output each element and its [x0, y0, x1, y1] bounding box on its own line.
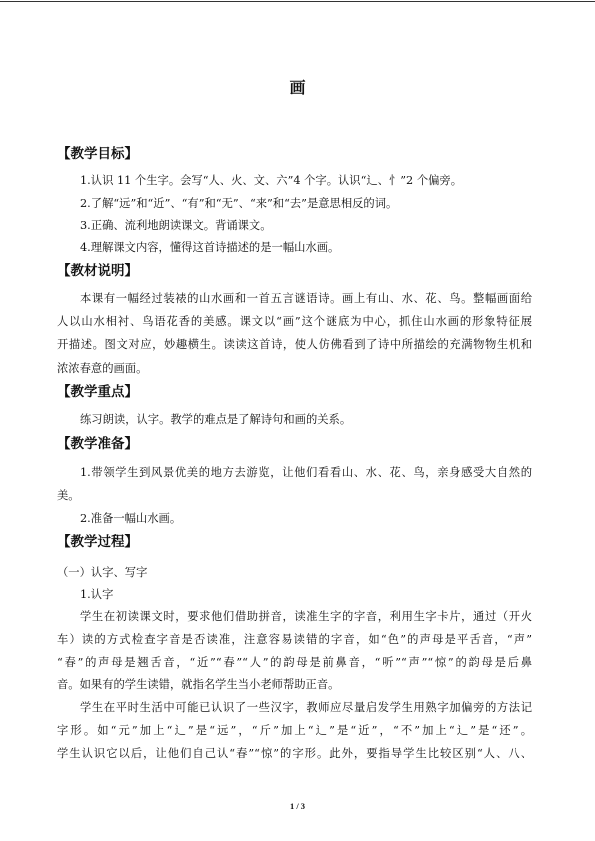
objective-item: 2.了解“远”和“近”、“有”和“无”、“来”和“去”是意思相反的词。 — [80, 197, 398, 210]
material-text-line: 开描述。图文对应，妙趣横生。读读这首诗，使人仿佛看到了诗中所描绘的充满物物生机和 — [57, 338, 532, 351]
header-rule — [0, 1, 595, 2]
process-text-line: “春”的声母是翘舌音，“近”“春”“人”的韵母是前鼻音，“听”“声”“惊”的韵母是后鼻 — [57, 656, 532, 669]
process-text-line: 学生在初读课文时，要求他们借助拼音，读准生字的字音，利用生字卡片，通过（开火 — [80, 610, 532, 623]
focus-text: 练习朗读，认字。教学的难点是了解诗句和画的关系。 — [80, 413, 352, 426]
objective-item: 4.理解课文内容，懂得这首诗描述的是一幅山水画。 — [80, 241, 340, 254]
section-heading-process: 【教学过程】 — [57, 534, 138, 550]
section-heading-material: 【教材说明】 — [57, 263, 138, 279]
preparation-item: 美。 — [57, 489, 80, 502]
preparation-item: 2.准备一幅山水画。 — [80, 512, 182, 525]
process-step: 1.认字 — [80, 588, 114, 601]
material-text-line: 人以山水相衬、鸟语花香的美感。课文以“画”这个谜底为中心，抓住山水画的形象特征展 — [57, 315, 532, 328]
process-text-line: 学生认识它以后，让他们自己认“春”“惊”的字形。此外，要指导学生比较区别“人、八、 — [57, 747, 532, 760]
process-text-line: 车）读的方式检查字音是否读准，注意容易读错的字音，如“色”的声母是平舌音，“声” — [57, 633, 532, 646]
process-text-line: 学生在平时生活中可能已认识了一些汉字，教师应尽量启发学生用熟字加偏旁的方法记 — [80, 701, 532, 714]
objective-item: 1.认识 11 个生字。会写“人、火、文、六”4 个字。认识“辶、忄”2 个偏旁。 — [80, 174, 463, 187]
process-subheading: （一）认字、写字 — [57, 566, 148, 579]
section-heading-focus: 【教学重点】 — [57, 384, 138, 400]
material-text-line: 本课有一幅经过装裱的山水画和一首五言谜语诗。画上有山、水、花、鸟。整幅画面给 — [80, 292, 532, 305]
process-text-line: 字形。如“元”加上“辶”是“远”，“斤”加上“辶”是“近”，“不”加上“辶”是“还”。 — [57, 724, 532, 737]
process-text-line: 音。如果有的学生读错，就指名学生当小老师帮助正音。 — [57, 678, 340, 691]
material-text-line: 浓浓春意的画面。 — [57, 362, 148, 375]
page-number: 1 / 3 — [289, 801, 306, 811]
section-heading-preparation: 【教学准备】 — [57, 436, 138, 452]
section-heading-objectives: 【教学目标】 — [57, 146, 138, 162]
document-title: 画 — [289, 78, 306, 97]
preparation-item: 1.带领学生到风景优美的地方去游览，让他们看看山、水、花、鸟，亲身感受大自然的 — [80, 466, 532, 479]
objective-item: 3.正确、流利地朗读课文。背诵课文。 — [80, 219, 272, 232]
